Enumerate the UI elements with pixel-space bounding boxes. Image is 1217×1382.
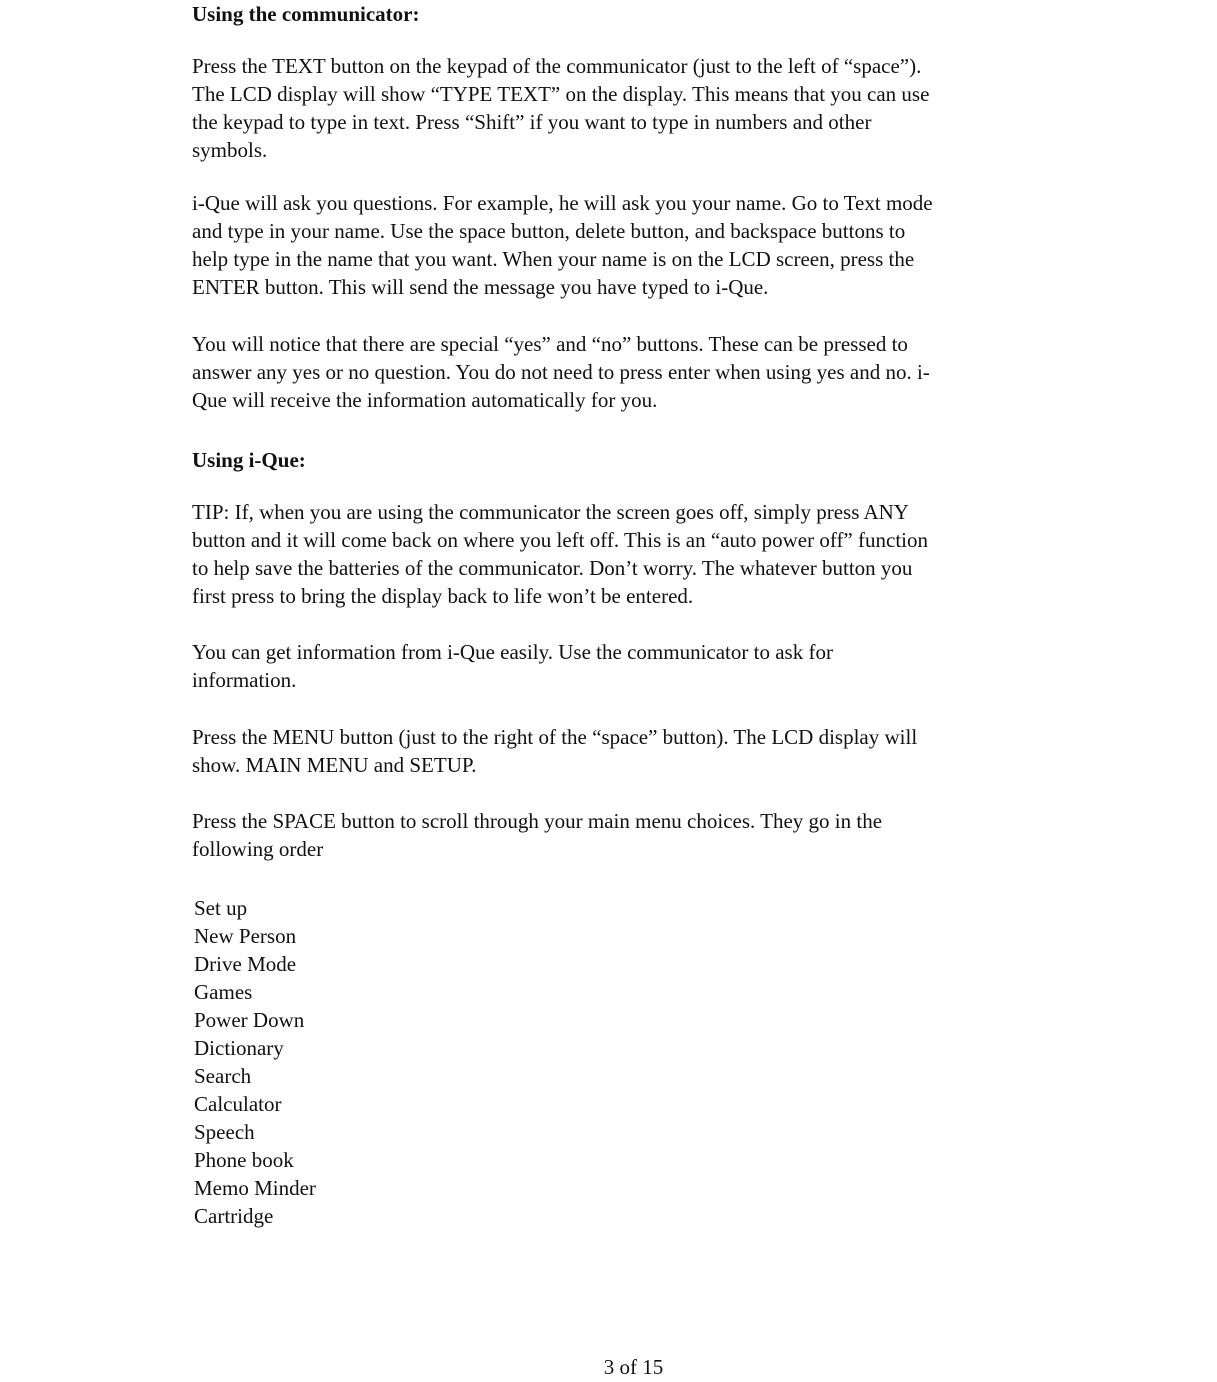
heading-using-ique: Using i-Que:	[192, 448, 306, 472]
list-item: Search	[194, 1064, 252, 1088]
text-line: to help save the batteries of the communicator. Don’t worry. The whatever button you	[192, 556, 913, 580]
text-line: help type in the name that you want. When your name is on the LCD screen, press the	[192, 247, 915, 271]
text-line: Que will receive the information automatically for you.	[192, 388, 658, 412]
text-line: The LCD display will show “TYPE TEXT” on the display. This means that you can use	[192, 82, 930, 106]
text-line: answer any yes or no question. You do not need to press enter when using yes and no. i-	[192, 360, 930, 384]
text-line: show. MAIN MENU and SETUP.	[192, 753, 477, 777]
paragraph-yes-no-buttons	[192, 330, 930, 414]
text-line: You will notice that there are special “yes” and “no” buttons. These can be pressed to	[192, 332, 908, 356]
text-line: ENTER button. This will send the message you have typed to i-Que.	[192, 275, 769, 299]
text-line: following order	[192, 837, 324, 861]
paragraph-space-button	[192, 807, 882, 863]
text-line: TIP: If, when you are using the communicator the screen goes off, simply press ANY	[192, 500, 909, 524]
list-item: Dictionary	[194, 1036, 284, 1060]
list-item: Set up	[194, 896, 248, 920]
paragraph-text-button	[192, 52, 929, 164]
main-menu-choices-list	[194, 894, 316, 1230]
list-item: Drive Mode	[194, 952, 297, 976]
list-item: New Person	[194, 924, 297, 948]
list-item: Speech	[194, 1120, 255, 1144]
paragraph-tip	[192, 498, 928, 610]
text-line: button and it will come back on where you left off. This is an “auto power off” function	[192, 528, 928, 552]
list-item: Phone book	[194, 1148, 294, 1172]
text-line: the keypad to type in text. Press “Shift” if you want to type in numbers and other	[192, 110, 872, 134]
paragraph-ique-questions	[192, 189, 933, 301]
text-line: and type in your name. Use the space button, delete button, and backspace buttons to	[192, 219, 906, 243]
text-line: You can get information from i-Que easily. Use the communicator to ask for	[192, 640, 833, 664]
text-line: Press the MENU button (just to the right of the “space” button). The LCD display will	[192, 725, 918, 749]
list-item: Games	[194, 980, 253, 1004]
text-line: Press the TEXT button on the keypad of the communicator (just to the left of “space”).	[192, 54, 922, 78]
list-item: Memo Minder	[194, 1176, 316, 1200]
list-item: Cartridge	[194, 1204, 274, 1228]
text-line: Press the SPACE button to scroll through your main menu choices. They go in the	[192, 809, 883, 833]
text-line: i-Que will ask you questions. For example, he will ask you your name. Go to Text mode	[192, 191, 933, 215]
paragraph-menu-button	[192, 723, 917, 779]
text-line: symbols.	[192, 138, 268, 162]
list-item: Calculator	[194, 1092, 282, 1116]
page-number: 3 of 15	[603, 1355, 664, 1379]
paragraph-get-information	[192, 638, 833, 694]
text-line: information.	[192, 668, 297, 692]
heading-using-communicator: Using the communicator:	[192, 2, 420, 26]
list-item: Power Down	[194, 1008, 305, 1032]
text-line: first press to bring the display back to life won’t be entered.	[192, 584, 694, 608]
